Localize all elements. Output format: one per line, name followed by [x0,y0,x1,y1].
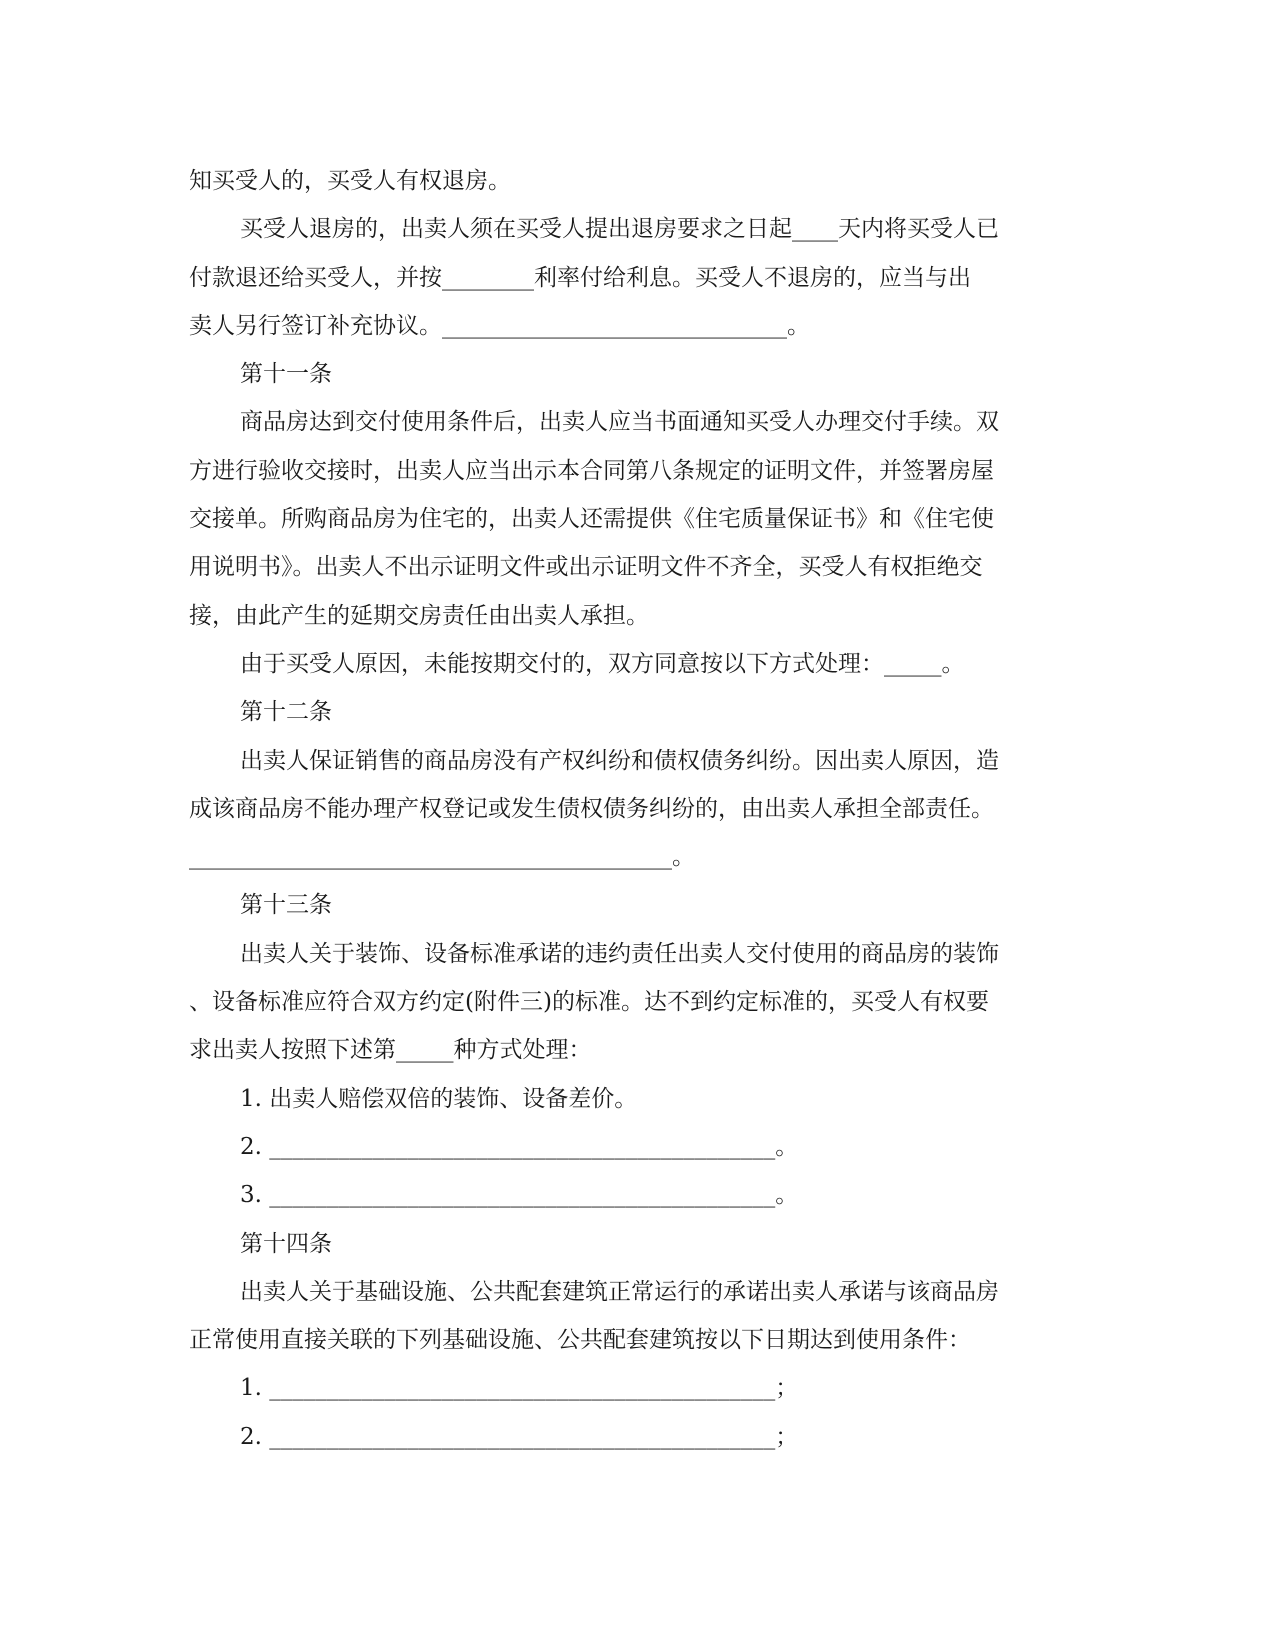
text-line: 接，由此产生的延期交房责任由出卖人承担。 [189,602,649,629]
list-item: 2. ____________________________________________； [240,1423,799,1450]
text-line: 成该商品房不能办理产权登记或发生债权债务纠纷的，由出卖人承担全部责任。 [189,795,994,822]
section-heading: 第十四条 [240,1230,332,1257]
section-heading: 第十二条 [240,699,332,726]
text-line: 用说明书》。出卖人不出示证明文件或出示证明文件不齐全，买受人有权拒绝交 [189,554,983,581]
text-line: 卖人另行签订补充协议。______________________________。 [189,312,810,339]
text-line: 正常使用直接关联的下列基础设施、公共配套建筑按以下日期达到使用条件： [189,1327,971,1354]
text-line: 、设备标准应符合双方约定(附件三)的标准。达不到约定标准的，买受人有权要 [189,989,989,1016]
text-line: 出卖人关于基础设施、公共配套建筑正常运行的承诺出卖人承诺与该商品房 [240,1278,999,1305]
text-line: __________________________________________。 [189,844,695,871]
text-line: 交接单。所购商品房为住宅的，出卖人还需提供《住宅质量保证书》和《住宅使 [189,506,994,533]
text-line: 出卖人保证销售的商品房没有产权纠纷和债权债务纠纷。因出卖人原因，造 [240,747,999,774]
text-line: 付款退还给买受人，并按________利率付给利息。买受人不退房的，应当与出 [189,264,971,291]
text-line: 方进行验收交接时，出卖人应当出示本合同第八条规定的证明文件，并签署房屋 [189,457,994,484]
list-item: 1. ____________________________________________； [240,1375,799,1402]
text-line: 商品房达到交付使用条件后，出卖人应当书面通知买受人办理交付手续。双 [240,409,999,436]
list-item: 3. ____________________________________________。 [240,1182,799,1209]
text-line: 求出卖人按照下述第_____种方式处理： [189,1037,592,1064]
document-body [189,157,1081,1461]
section-heading: 第十一条 [240,361,332,388]
text-line: 知买受人的，买受人有权退房。 [189,168,511,194]
list-item: 2. ____________________________________________。 [240,1133,799,1160]
text-line: 由于买受人原因，未能按期交付的，双方同意按以下方式处理：_____。 [240,650,965,677]
list-item: 1. 出卖人赔偿双倍的装饰、设备差价。 [240,1085,638,1112]
text-line: 出卖人关于装饰、设备标准承诺的违约责任出卖人交付使用的商品房的装饰 [240,940,999,967]
text-line: 买受人退房的，出卖人须在买受人提出退房要求之日起____天内将买受人已 [240,216,999,243]
section-heading: 第十三条 [240,892,332,919]
